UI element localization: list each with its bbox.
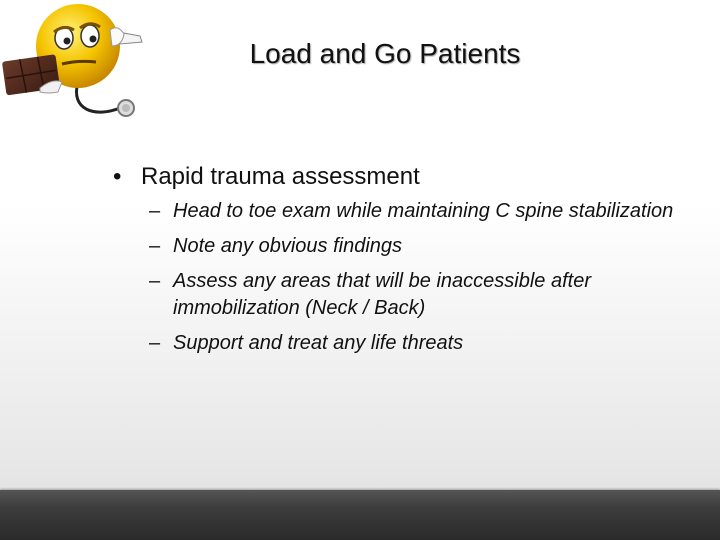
- sub-bullet-list: [149, 198, 683, 357]
- main-bullet: [113, 160, 683, 194]
- list-item: [149, 198, 683, 225]
- slide-title: Load and Go Patients: [249, 38, 521, 69]
- list-item-text: Assess any areas that will be inaccessible after immobilization (Neck / Back): [173, 270, 591, 319]
- footer-bar: [0, 490, 720, 540]
- doctor-smiley-icon: [0, 0, 160, 130]
- dash-marker: –: [149, 332, 161, 354]
- main-bullet-text: Rapid trauma assessment: [141, 163, 420, 190]
- list-item: [149, 268, 683, 322]
- dash-marker: –: [149, 270, 161, 292]
- dash-marker: –: [149, 200, 161, 222]
- list-item: [149, 330, 683, 357]
- dash-marker: –: [149, 235, 161, 257]
- bullet-marker: •: [113, 163, 122, 190]
- list-item-text: Note any obvious findings: [173, 235, 403, 257]
- list-item: [149, 233, 683, 260]
- list-item-text: Head to toe exam while maintaining C spine stabilization: [173, 200, 674, 222]
- list-item-text: Support and treat any life threats: [173, 332, 464, 354]
- slide-content: [113, 160, 683, 365]
